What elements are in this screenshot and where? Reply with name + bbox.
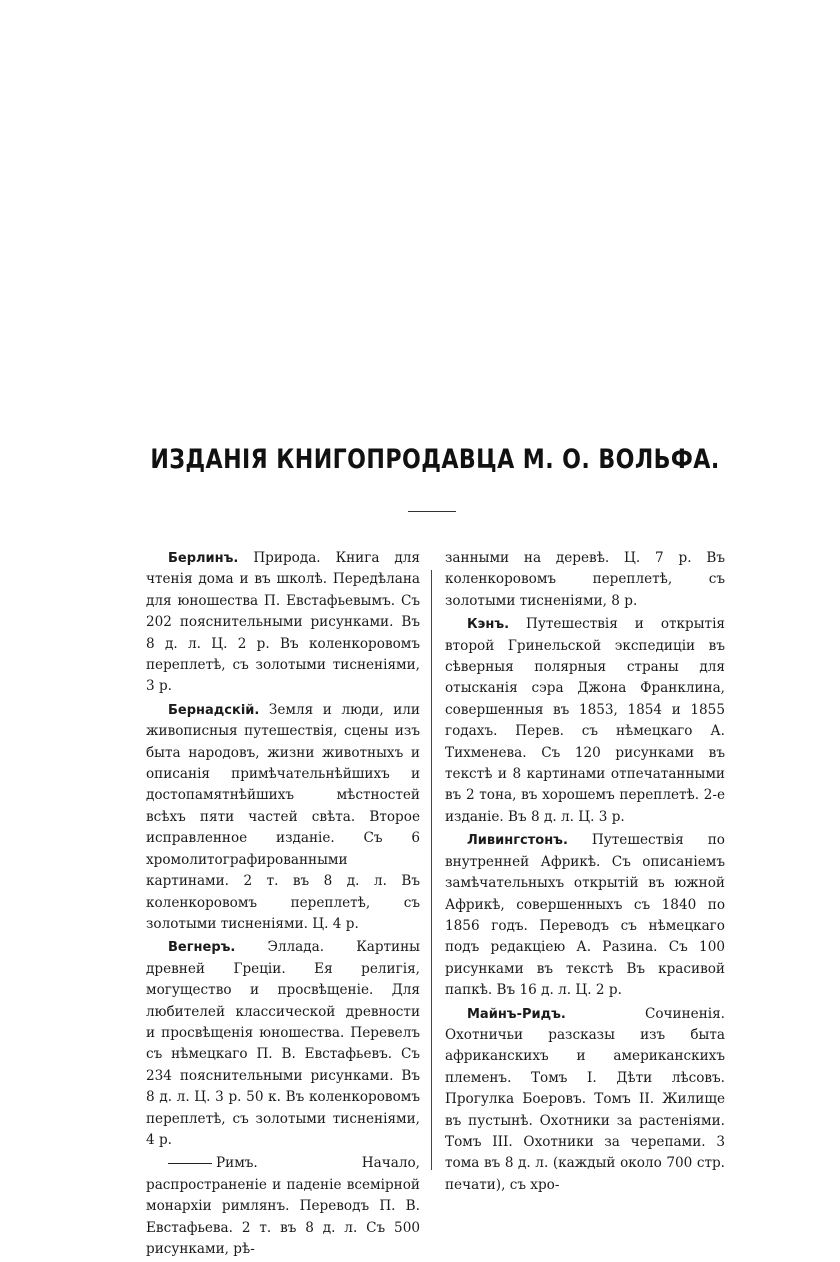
entry-text: Эллада. Картины древней Греціи. Ея религія, могущество и просвѣщеніе. Для любителей классической древности и просвѣщенія юношества. Перевелъ съ нѣмецкаго П. В. Евстафьевъ. Съ 234 пояснительными рисунками. Въ 8 д. л. Ц. 3 р. 50 к. Въ коленкоровомъ переплетѣ, съ золотыми тисненіями, 4 р. — [146, 939, 421, 1148]
catalog-entry — [445, 614, 725, 828]
title-ornament-rule — [408, 511, 456, 512]
entry-text: Природа. Книга для чтенія дома и въ школѣ. Передѣлана для юношества П. Евстафьевымъ. Съ 202 пояснительными рисунками. Въ 8 д. л. Ц. 2 р. Въ коленкоровомъ переплетѣ, съ золотыми тисненіями, 3 р. — [146, 550, 420, 695]
right-column — [445, 548, 725, 1198]
entry-author: Майнъ-Ридъ. — [467, 1006, 566, 1022]
catalog-entry — [445, 830, 725, 1001]
entry-author: Берлинъ. — [168, 551, 239, 566]
left-column — [146, 548, 420, 1262]
catalog-entry-continuation — [445, 548, 725, 612]
page-title: ИЗДАНІЯ КНИГОПРОДАВЦА М. О. ВОЛЬФА. — [150, 444, 720, 475]
entry-author: Вегнеръ. — [168, 940, 236, 956]
catalog-entry — [146, 1153, 420, 1260]
entry-author: Ливингстонъ. — [467, 833, 568, 849]
catalog-entry — [146, 548, 420, 698]
catalog-entry — [146, 937, 420, 1151]
entry-text: Путешествія и открытія второй Гринельской экспедиціи въ сѣверныя полярныя страны для отысканія сэра Джона Франклина, совершенныя въ 1853, 1854 и 1855 годахъ. Перев. съ нѣмецкаго А. Тихменева. Съ 120 рисунками въ текстѣ и 8 картинами отпечатанными въ 2 тона, въ хорошемъ переплетѣ. 2-е изданіе. Въ 8 д. л. Ц. 3 р. — [445, 616, 725, 825]
entry-text: Путешествія по внутренней Африкѣ. Съ описаніемъ замѣчательныхъ открытій въ южной Африкѣ, совершенныхъ съ 1840 по 1856 годъ. Переводъ съ нѣмецкаго подъ редакціею А. Разина. Съ 100 рисунками въ текстѣ Въ красивой папкѣ. Въ 16 д. л. Ц. 2 р. — [445, 832, 725, 999]
catalog-entry — [146, 700, 420, 935]
column-divider — [431, 570, 432, 1170]
entry-text: Сочиненія. Охотничьи разсказы изъ быта африканскихъ и американскихъ племенъ. Томъ I. Дѣти лѣсовъ. Прогулка Боеровъ. Томъ II. Жилище въ пустынѣ. Охотники за растеніями. Томъ III. Охотники за черепами. 3 тома въ 8 д. л. (каждый около 700 стр. печати), съ хро- — [445, 1005, 725, 1193]
entry-text: Земля и люди, или живописныя путешествія, сцены изъ быта народовъ, жизни животныхъ и описанія примѣчательнѣйшихъ и достопамятнѣйшихъ мѣстностей всѣхъ пяти частей свѣта. Второе исправленное изданіе. Съ 6 хромолитографированными картинами. 2 т. въ 8 д. л. Въ коленкоровомъ переплетѣ, съ золотыми тисненіями. Ц. 4 р. — [146, 701, 420, 932]
entry-author: Кэнъ. — [467, 617, 510, 633]
entry-text: Римъ. Начало, распространеніе и паденіе всемірной монархіи римлянъ. Переводъ П. В. Евстафьева. 2 т. въ 8 д. л. Съ 500 рисунками, рѣ- — [146, 1155, 420, 1257]
entry-author: Бернадскій. — [168, 702, 260, 718]
ditto-dash — [168, 1163, 212, 1164]
catalog-entry — [445, 1004, 725, 1197]
entry-text: занными на деревѣ. Ц. 7 р. Въ коленкоровомъ переплетѣ, съ золотыми тисненіями, 8 р. — [445, 550, 725, 609]
